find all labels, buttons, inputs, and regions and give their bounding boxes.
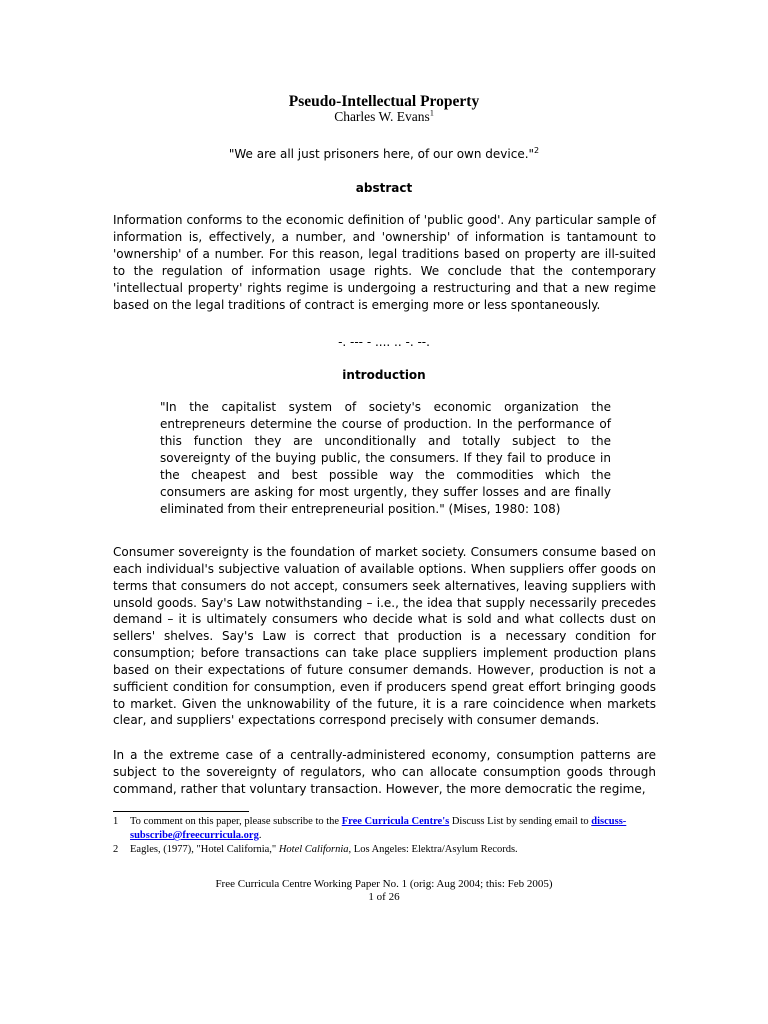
footnote-text: . [258, 830, 262, 841]
footnote-text: , Los Angeles: Elektra/Asylum Records. [348, 844, 518, 855]
page-number: 1 of 26 [368, 891, 400, 903]
footnote-number: 2 [113, 844, 119, 855]
footnote-number: 1 [113, 816, 119, 827]
footnote-2 [113, 843, 656, 857]
body-paragraph-2: In a the extreme case of a centrally-administered economy, consumption patterns are subject to the sovereignty of regulators, who can allocate consumption goods through command, rather that voluntary transaction. However, the more democratic the regime, [113, 748, 656, 796]
page-footer [0, 878, 768, 904]
block-quote: "In the capitalist system of society's economic organization the entrepreneurs determine the course of production. In the performance of this function they are unconditionally and totally subject to the sovereignty of the buying public, the consumers. If they fail to produce in the cheapest and best possible way the commodities which the consumers are asking for most urgently, they suffer losses and are finally eliminated from their entrepreneurial position." (Mises, 1980: 108) [160, 400, 611, 516]
footnote-divider [113, 811, 249, 812]
author-footnote-ref[interactable]: 1 [429, 108, 434, 118]
epigraph-footnote-ref[interactable]: 2 [534, 146, 540, 155]
abstract-body: Information conforms to the economic definition of 'public good'. Any particular sample of information is, effectively, a number, and 'ownership' of information is tantamount to 'ownership' of a number. For this reason, legal traditions based on property are ill-suited to the regulation of information usage rights. We conclude that the contemporary 'intellectual property' rights regime is undergoing a restructuring and that a new regime based on the legal traditions of contract is emerging more or less spontaneously. [113, 213, 656, 312]
abstract-heading: abstract [355, 181, 413, 195]
introduction-heading: introduction [342, 368, 426, 382]
footnote-1 [113, 815, 656, 843]
footnote-text: To comment on this paper, please subscribe to the [130, 816, 342, 827]
section-separator: -. --- - .... .. -. --. [338, 335, 430, 349]
free-curricula-link[interactable]: Free Curricula Centre's [341, 816, 450, 827]
epigraph-text: "We are all just prisoners here, of our own device." [228, 147, 535, 161]
body-paragraph-1: Consumer sovereignty is the foundation of market society. Consumers consume based on each individual's subjective valuation of available options. When suppliers offer goods on terms that consumers do not accept, consumers seek alternatives, leaving suppliers with unsold goods. Say's Law notwithstanding – i.e., the idea that supply necessarily precedes demand – it is ultimately consumers who decide what is sold and what collects dust on sellers' shelves. Say's Law is correct that production is a necessary condition for consumption; before transactions can take place suppliers implement production plans based on their expectations of future consumer demands. However, production is not a sufficient condition for consumption, even if producers spend great effort bringing goods to market. Given the unknowability of the future, it is a rare coincidence when markets clear, and suppliers' expectations correspond precisely with consumer demands. [113, 545, 656, 728]
footnote-album-title: Hotel California [278, 844, 349, 855]
working-paper-line: Free Curricula Centre Working Paper No. 1 (orig: Aug 2004; this: Feb 2005) [215, 878, 553, 890]
author-line [0, 108, 768, 126]
author-name: Charles W. Evans [334, 109, 430, 124]
footnote-text: Discuss List by sending email to [449, 816, 592, 827]
footnotes [113, 815, 656, 857]
epigraph [0, 146, 768, 162]
paper-title: Pseudo-Intellectual Property [288, 93, 480, 110]
footnote-text: Eagles, (1977), "Hotel California," [130, 844, 279, 855]
email-link[interactable]: discuss-subscribe@freecurricula.org [130, 816, 627, 841]
